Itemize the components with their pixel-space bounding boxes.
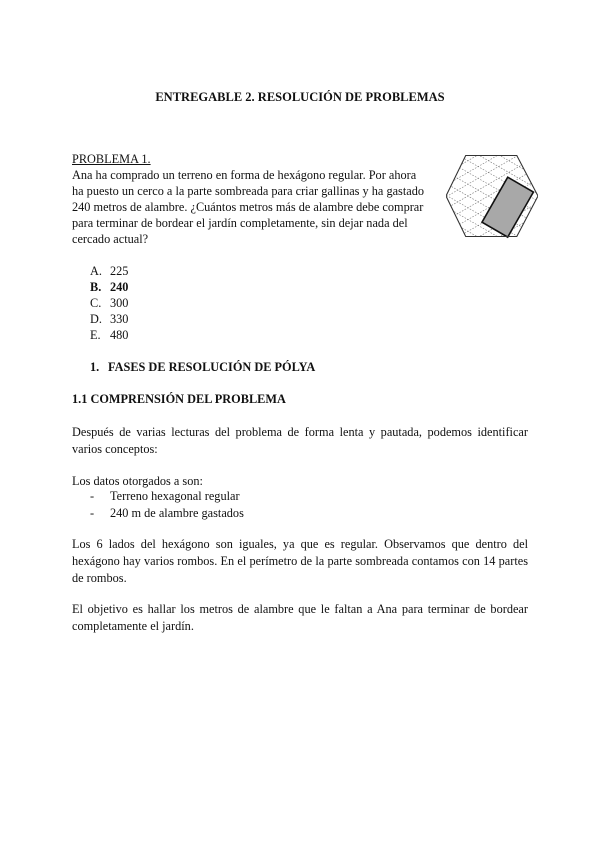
intro-paragraph: Después de varias lecturas del problema de forma lenta y pautada, podemos identificar varios conceptos: <box>72 425 528 456</box>
list-item: - Terreno hexagonal regular <box>90 489 240 503</box>
option-b: B. 240 <box>90 280 129 294</box>
lados-paragraph: Los 6 lados del hexágono son iguales, ya que es regular. Observamos que dentro del hexágono hay varios rombos. En el perímetro de la parte sombreada contamos con 14 partes de rombos. <box>72 537 528 585</box>
problem-label: PROBLEMA 1. <box>72 152 151 166</box>
problem-statement: Ana ha comprado un terreno en forma de hexágono regular. Por ahora ha puesto un cerco a la parte sombreada para criar gallinas y ha gastado 240 metros de alambre. ¿Cuántos metros más de alambre debe comprar para terminar de bordear el jardín completamente, sin dejar nada del cercado actual? <box>72 168 425 246</box>
objetivo-paragraph: El objetivo es hallar los metros de alambre que le faltan a Ana para terminar de bordear completamente el jardín. <box>72 602 528 633</box>
answer-options <box>90 263 128 343</box>
page-title: ENTREGABLE 2. RESOLUCIÓN DE PROBLEMAS <box>155 90 445 104</box>
list-item: - 240 m de alambre gastados <box>90 506 244 520</box>
section-heading-1-1: 1.1 COMPRENSIÓN DEL PROBLEMA <box>72 392 286 406</box>
datos-list <box>90 488 244 522</box>
option-e: E. 480 <box>90 328 129 342</box>
option-a: A. 225 <box>90 264 129 278</box>
datos-label: Los datos otorgados a son: <box>72 474 203 488</box>
option-c: C. 300 <box>90 296 129 310</box>
option-d: D. 330 <box>90 312 129 326</box>
section-heading-1: 1. FASES DE RESOLUCIÓN DE PÓLYA <box>90 360 316 374</box>
hexagon-rhombus-grid-figure <box>446 148 538 244</box>
